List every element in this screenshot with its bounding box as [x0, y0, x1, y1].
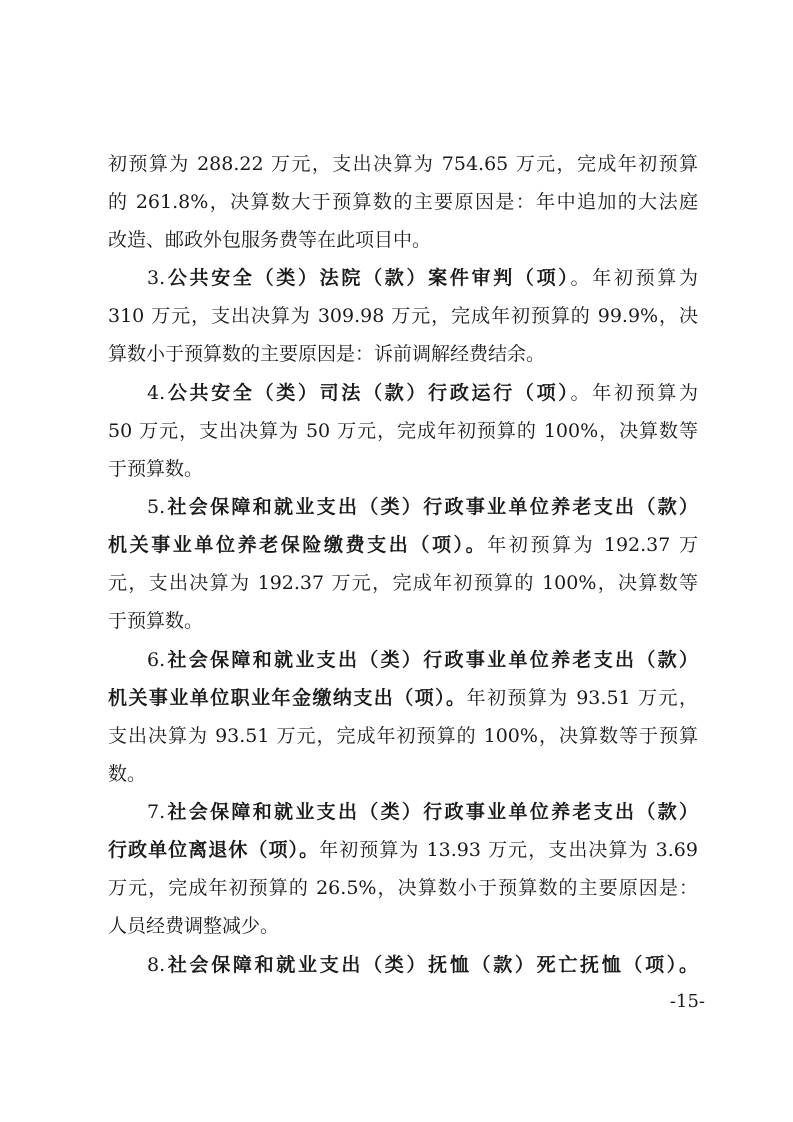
line-text: 。年初预算为: [570, 382, 698, 404]
item-heading-5: [147, 488, 698, 526]
item-title: 社会保障和就业支出（类）行政事业单位养老支出（款）: [165, 496, 698, 518]
text-line: [108, 564, 698, 602]
line-text: 初预算为 288.22 万元，支出决算为 754.65 万元，完成年初预算: [108, 153, 698, 175]
item-heading-8: [147, 946, 698, 984]
text-line: [108, 907, 698, 945]
item-title: 机关事业单位养老保险缴费支出（项）。: [108, 534, 488, 556]
line-text: 人员经费调整减少。: [108, 915, 280, 937]
item-heading-3: [147, 259, 698, 297]
line-text: 于预算数。: [108, 610, 204, 632]
item-title: 行政单位离退休（项）。: [108, 839, 320, 861]
item-title: 社会保障和就业支出（类）抚恤（款）死亡抚恤（项）。: [165, 954, 698, 976]
line-text: 。年初预算为: [570, 267, 698, 289]
text-line: [108, 145, 698, 183]
text-line: [108, 221, 698, 259]
text-line: [108, 450, 698, 488]
text-line: [108, 717, 698, 755]
item-title: 公共安全（类）司法（款）行政运行（项）: [165, 382, 571, 404]
line-text: 数。: [108, 763, 147, 785]
text-line: [108, 335, 698, 373]
item-number: 6.: [147, 649, 166, 671]
page-number: -15-: [669, 991, 705, 1012]
text-line: [108, 679, 698, 717]
line-text: 50 万元，支出决算为 50 万元，完成年初预算的 100%，决算数等: [108, 420, 698, 442]
line-text: 310 万元，支出决算为 309.98 万元，完成年初预算的 99.9%，决: [108, 305, 698, 327]
line-text: 万元，完成年初预算的 26.5%，决算数小于预算数的主要原因是：: [108, 877, 698, 899]
line-text: 年初预算为 93.51 万元，: [466, 687, 698, 709]
text-line: [108, 526, 698, 564]
item-heading-4: [147, 374, 698, 412]
text-line: [108, 297, 698, 335]
item-heading-6: [147, 641, 698, 679]
item-title: 社会保障和就业支出（类）行政事业单位养老支出（款）: [165, 801, 698, 823]
line-text: 改造、邮政外包服务费等在此项目中。: [108, 229, 432, 251]
text-line: [108, 869, 698, 907]
line-text: 支出决算为 93.51 万元，完成年初预算的 100%，决算数等于预算: [108, 725, 698, 747]
item-number: 7.: [147, 801, 166, 823]
item-title: 公共安全（类）法院（款）案件审判（项）: [165, 267, 571, 289]
item-title: 机关事业单位职业年金缴纳支出（项）。: [108, 687, 467, 709]
item-number: 5.: [147, 496, 166, 518]
text-line: [108, 831, 698, 869]
item-number: 8.: [147, 954, 166, 976]
text-line: [108, 602, 698, 640]
item-number: 4.: [147, 382, 166, 404]
line-text: 的 261.8%，决算数大于预算数的主要原因是：年中追加的大法庭: [108, 191, 698, 213]
line-text: 元，支出决算为 192.37 万元，完成年初预算的 100%，决算数等: [108, 572, 698, 594]
item-number: 3.: [147, 267, 166, 289]
line-text: 年初预算为 13.93 万元，支出决算为 3.69: [319, 839, 698, 861]
line-text: 于预算数。: [108, 458, 204, 480]
line-text: 年初预算为 192.37 万: [487, 534, 698, 556]
line-text: 算数小于预算数的主要原因是：诉前调解经费结余。: [108, 343, 546, 365]
text-line: [108, 183, 698, 221]
item-title: 社会保障和就业支出（类）行政事业单位养老支出（款）: [165, 649, 698, 671]
item-heading-7: [147, 793, 698, 831]
text-line: [108, 412, 698, 450]
text-line: [108, 755, 698, 793]
